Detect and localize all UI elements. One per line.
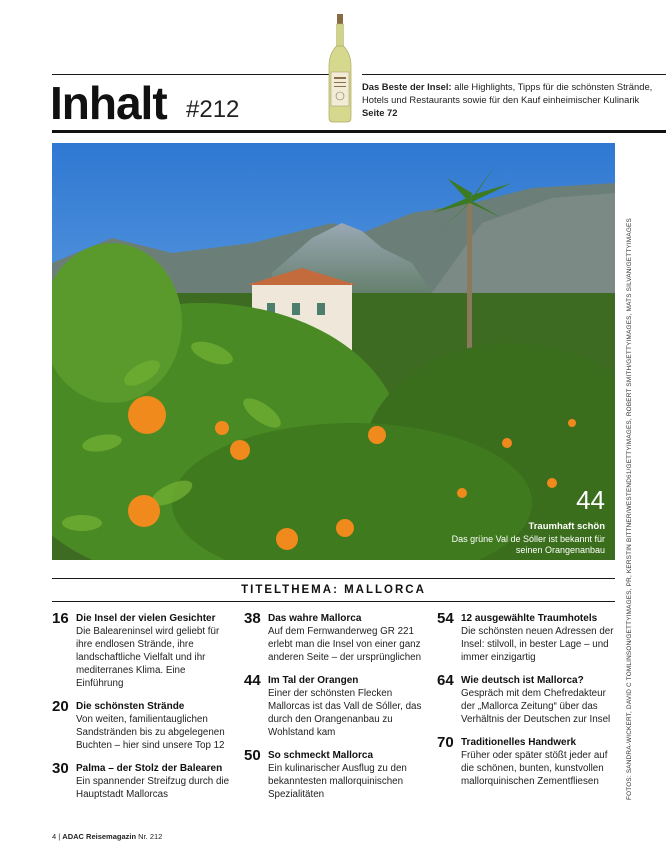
- intro-text: alle Highlights, Tipps für die schönsten Strände, Hotels und Restaurants sowie für den Kauf einheimischer Kulinarik: [362, 81, 653, 105]
- orange-grove-image: [52, 143, 615, 560]
- page-footer: 4 | ADAC Reisemagazin Nr. 212: [52, 832, 163, 841]
- toc-item-title: Die schönsten Strände: [76, 701, 185, 712]
- toc-item-title: Das wahre Mallorca: [268, 613, 362, 624]
- photo-credit-text: FOTOS: SANDRA-WICKERT, DAVID C TOMLINSON/GETTYIMAGES, PR, KERSTIN BITTNER/WESTEND61/GETTYIMAGES, ROBERT SMITH/GETTYIMAGES, MATS SILVAN/GETTYIMAGES: [626, 218, 633, 800]
- toc-page-number: 38: [244, 610, 261, 627]
- toc-page-number: 44: [244, 672, 261, 689]
- toc-item[interactable]: [52, 700, 232, 752]
- issue-number: #212: [186, 96, 240, 123]
- toc-item-text: Gespräch mit dem Chefredakteur der „Mallorca Zeitung“ über das Verhältnis der Deutschen zur Insel: [461, 688, 611, 725]
- footer-issue: Nr. 212: [138, 832, 163, 841]
- toc-item[interactable]: [52, 762, 232, 801]
- toc-item-title: Traditionelles Handwerk: [461, 737, 577, 748]
- toc-item[interactable]: [244, 749, 424, 801]
- toc-item-title: Wie deutsch ist Mallorca?: [461, 675, 584, 686]
- toc-item-text: Die schönsten neuen Adressen der Insel: stilvoll, in bester Lage – und immer einzigartig: [461, 626, 614, 663]
- toc-item-title: Palma – der Stolz der Balearen: [76, 763, 223, 774]
- toc-page-number: 64: [437, 672, 454, 689]
- toc-item-title: So schmeckt Mallorca: [268, 750, 374, 761]
- section-rule-bottom: [52, 601, 615, 602]
- liqueur-bottle-image: [326, 14, 354, 124]
- hero-caption-text: Das grüne Val de Sóller ist bekannt für seinen Orangenanbau: [451, 534, 605, 555]
- top-rule: [52, 74, 346, 75]
- page-title: Inhalt: [50, 77, 167, 129]
- hero-page-number: 44: [576, 485, 605, 515]
- toc-column-3: [437, 612, 617, 798]
- toc-item-text: Ein spannender Streifzug durch die Hauptstadt Mallorcas: [76, 776, 230, 800]
- section-rule-top: [52, 578, 615, 579]
- toc-item-title: 12 ausgewählte Traumhotels: [461, 613, 598, 624]
- intro-teaser: [362, 80, 662, 119]
- hero-rule: [52, 130, 666, 133]
- toc-page-number: 16: [52, 610, 69, 627]
- toc-item-text: Ein kulinarischer Ausflug zu den bekanntesten mallorquinischen Spezialitäten: [268, 763, 407, 800]
- toc-item-text: Früher oder später stößt jeder auf die schönen, bunten, kunstvollen mallorquinischen Zementfliesen: [461, 750, 608, 787]
- hero-caption-title: Traumhaft schön: [528, 521, 605, 532]
- toc-item[interactable]: [437, 612, 617, 664]
- hero-photo[interactable]: [52, 143, 615, 560]
- footer-brand: ADAC Reisemagazin: [62, 832, 137, 841]
- toc-page-number: 30: [52, 760, 69, 777]
- toc-column-2: [244, 612, 424, 811]
- top-rule-right: [362, 74, 666, 75]
- intro-page-link[interactable]: Seite 72: [362, 107, 398, 118]
- intro-bold: Das Beste der Insel:: [362, 81, 452, 92]
- toc-item-text: Einer der schönsten Flecken Mallorcas ist das Vall de Sóller, das durch den Orangenanbau zu Wohlstand kam: [268, 688, 422, 738]
- toc-item-title: Im Tal der Orangen: [268, 675, 359, 686]
- photo-credit: [626, 218, 638, 800]
- toc-item[interactable]: [52, 612, 232, 690]
- toc-page-number: 50: [244, 747, 261, 764]
- toc-item[interactable]: [437, 736, 617, 788]
- toc-page-number: 54: [437, 610, 454, 627]
- toc-item-text: Auf dem Fernwanderweg GR 221 erlebt man die Insel von einer ganz anderen Seite – der ursprünglichen: [268, 626, 422, 663]
- toc-page-number: 20: [52, 698, 69, 715]
- toc-item[interactable]: [437, 674, 617, 726]
- toc-item[interactable]: [244, 612, 424, 664]
- toc-item[interactable]: [244, 674, 424, 739]
- toc-item-title: Die Insel der vielen Gesichter: [76, 613, 216, 624]
- toc-column-1: [52, 612, 232, 811]
- footer-page-number: 4: [52, 832, 57, 841]
- section-heading: TITELTHEMA: MALLORCA: [241, 584, 426, 596]
- toc-item-text: Die Baleareninsel wird geliebt für ihre endlosen Strände, ihre landschaftliche Vielfalt und ihr mediterranes Klima. Eine Einführung: [76, 626, 220, 689]
- toc-page-number: 70: [437, 734, 454, 751]
- toc-item-text: Von weiten, familientauglichen Sandstränden bis zu abgelegenen Buchten – hier sind unsere Top 12: [76, 714, 225, 751]
